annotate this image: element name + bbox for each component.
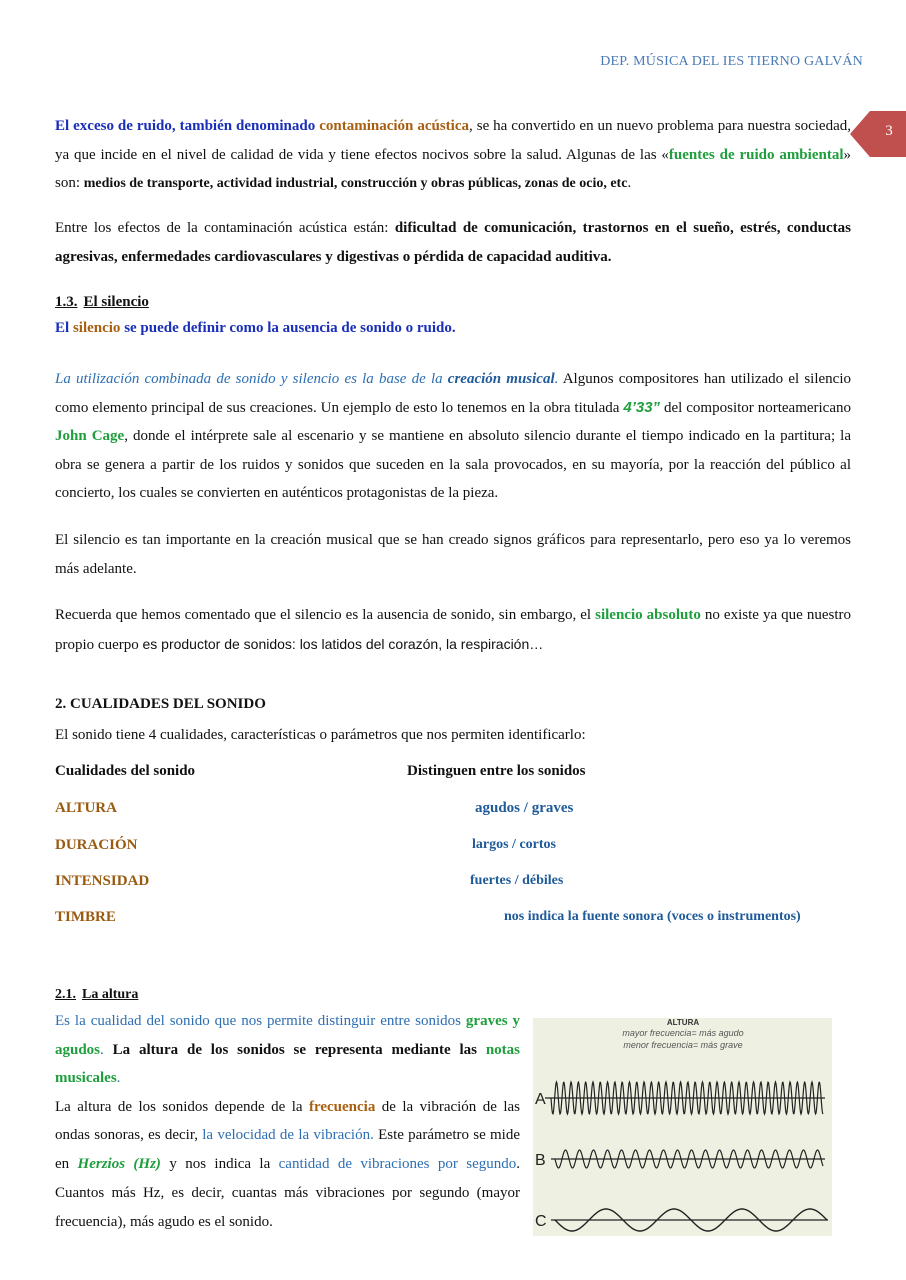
page-number: 3 bbox=[885, 123, 893, 139]
wave-label-c: C bbox=[535, 1213, 547, 1230]
page-number-tab bbox=[850, 111, 906, 157]
figure-title: ALTURA bbox=[666, 1018, 700, 1027]
section-heading-qualities: 2. CUALIDADES DEL SONIDO bbox=[55, 696, 266, 712]
paragraph-frequency: La altura de los sonidos depende de la frecuencia de la vibración de las ondas sonoras, es decir, la velocidad de la vibración. Este parámetro se mide en Herzios (Hz) y nos indica la cantidad de vibraciones por segundo. Cuantos más Hz, es decir, cuantas más vibraciones por segundo (mayor frecuencia), más agudo es el sonido. bbox=[55, 1098, 520, 1230]
paragraph-silence-definition: El silencio se puede definir como la ausencia de sonido o ruido. bbox=[55, 320, 456, 336]
table-col-distinguish: Distinguen entre los sonidos bbox=[407, 763, 586, 779]
table-row: DURACIÓN largos / cortos bbox=[55, 837, 556, 853]
table-row: INTENSIDAD fuertes / débiles bbox=[55, 873, 564, 889]
qualities-table-header bbox=[55, 763, 855, 785]
table-row: ALTURA agudos / graves bbox=[55, 800, 574, 816]
page-header: DEP. MÚSICA DEL IES TIERNO GALVÁN bbox=[600, 54, 863, 69]
wave-label-b: B bbox=[535, 1152, 546, 1169]
table-col-qualities: Cualidades del sonido bbox=[55, 763, 196, 779]
section-heading-pitch: 2.1. La altura bbox=[55, 987, 139, 1002]
paragraph-john-cage: La utilización combinada de sonido y silencio es la base de la creación musical. Algunos compositores han utilizado el silencio como elemento principal de sus creaciones. Un ejemplo de esto lo tenemos en la obra titulada 4’33” del compositor norteamericano John Cage, donde el intérprete sale al escenario y se mantiene en absoluto silencio durante el tiempo indicado en la partitura; la obra se genera a partir de los ruidos y sonidos que suceden en la sala provocados, en su mayoría, por la reacción del público al concierto, los cuales se convierten en auténticos protagonistas de la pieza. bbox=[55, 371, 851, 501]
paragraph-noise: El exceso de ruido, también denominado contaminación acústica, se ha convertido en un nuevo problema para nuestra sociedad, ya que incide en el nivel de calidad de vida y tiene efectos nocivos sobre la salud. Algunas de las «fuentes de ruido ambiental» son: medios de transporte, actividad industrial, construcción y obras públicas, zonas de ocio, etc. bbox=[55, 118, 852, 191]
paragraph-silence-signs: El silencio es tan importante en la creación musical que se han creado signos gráficos para representarlo, pero eso ya lo veremos más adelante. bbox=[55, 532, 851, 577]
paragraph-absolute-silence: Recuerda que hemos comentado que el silencio es la ausencia de sonido, sin embargo, el silencio absoluto no existe ya que nuestro propio cuerpo es productor de sonidos: los latidos del corazón, la respiración… bbox=[55, 607, 852, 653]
section-heading-silence: 1.3. El silencio bbox=[55, 294, 149, 310]
paragraph-qualities-intro: El sonido tiene 4 cualidades, características o parámetros que nos permiten identificarlo: bbox=[55, 727, 586, 743]
paragraph-effects: Entre los efectos de la contaminación acústica están: dificultad de comunicación, trastornos en el sueño, estrés, conductas agresivas, enfermedades cardiovasculares y digestivas o pérdida de capacidad auditiva. bbox=[55, 220, 851, 265]
figure-caption-high: mayor frecuencia= más agudo bbox=[622, 1028, 744, 1038]
paragraph-pitch-definition: Es la cualidad del sonido que nos permite distinguir entre sonidos graves y agudos. La altura de los sonidos se representa mediante las notas musicales. bbox=[55, 1013, 520, 1086]
wave-label-a: A bbox=[535, 1091, 546, 1108]
table-row: TIMBRE nos indica la fuente sonora (voces o instrumentos) bbox=[55, 909, 801, 925]
pitch-frequency-figure bbox=[533, 1018, 832, 1236]
waveform-diagram bbox=[533, 1018, 832, 1236]
figure-caption-low: menor frecuencia= más grave bbox=[623, 1040, 743, 1050]
